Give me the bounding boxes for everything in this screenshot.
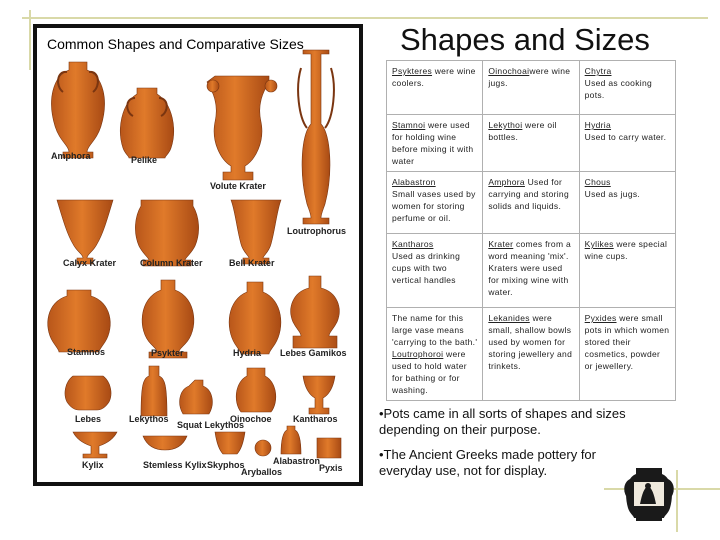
definition-text: were used for holding wine before mixing it with water: [392, 120, 474, 166]
table-cell: [483, 61, 579, 115]
label-kantharos: Kantharos: [293, 414, 338, 424]
label-lebes-gamikos: Lebes Gamikos: [280, 348, 347, 358]
vase-photo: [622, 466, 676, 522]
label-lebes: Lebes: [75, 414, 102, 424]
aryballos-shape: [255, 440, 271, 456]
label-psykter: Psykter: [151, 348, 184, 358]
definition-text: Used as cooking pots.: [584, 78, 652, 100]
skyphos-shape: [215, 432, 245, 454]
table-row: [387, 115, 676, 172]
term-stamnoi: Stamnoi: [392, 120, 426, 130]
table-cell: [579, 61, 675, 115]
term-oinochoai: Oinochoai: [488, 66, 530, 76]
oinochoe-shape: [236, 368, 276, 412]
term-amphora: Amphora: [488, 177, 525, 187]
definition-text: Used for carrying and storing solids and liquids.: [488, 177, 569, 211]
pelike-shape: [120, 88, 173, 158]
definition-text: Used as jugs.: [584, 189, 641, 199]
page-title: Shapes and Sizes: [400, 22, 650, 57]
label-loutrophorus: Loutrophorus: [287, 226, 346, 236]
table-cell: [483, 308, 579, 401]
definition-text: Small vases used by women for storing perfume or oil.: [392, 189, 476, 223]
label-hydria: Hydria: [233, 348, 262, 358]
definition-text: were special wine cups.: [584, 239, 668, 261]
table-cell: [387, 308, 483, 401]
definition-text: were wine jugs.: [488, 66, 571, 88]
lekythos-shape: [141, 366, 167, 416]
term-alabastron: Alabastron: [392, 177, 436, 187]
label-oinochoe: Oinochoe: [230, 414, 272, 424]
decorative-left-line: [29, 10, 31, 70]
lebes-shape: [65, 376, 111, 410]
definition-text: were wine coolers.: [392, 66, 476, 88]
pyxis-shape: [317, 438, 341, 458]
label-bell-krater: Bell Krater: [229, 258, 275, 268]
table-row: [387, 172, 676, 234]
label-column-krater: Column Krater: [140, 258, 203, 268]
bullet-point-2: •The Ancient Greeks made pottery for everyday use, not for display.: [379, 447, 596, 478]
table-cell: [387, 172, 483, 234]
amphora-shape: [51, 62, 104, 158]
table-cell: [483, 172, 579, 234]
calyx-krater-shape: [57, 200, 113, 264]
term-kylikes: Kylikes: [584, 239, 614, 249]
table-cell: [579, 308, 675, 401]
label-kylix: Kylix: [82, 460, 104, 470]
table-cell: [579, 115, 675, 172]
term-psykteres: Psykteres: [392, 66, 433, 76]
term-krater: Krater: [488, 239, 514, 249]
label-skyphos: Skyphos: [207, 460, 245, 470]
column-krater-shape: [135, 200, 198, 266]
table-cell: [579, 234, 675, 308]
kantharos-shape: [303, 376, 335, 414]
label-calyx-krater: Calyx Krater: [63, 258, 117, 268]
vessel-definitions-table: [386, 60, 676, 401]
label-volute-krater: Volute Krater: [210, 181, 266, 191]
definition-text: Used to carry water.: [584, 132, 667, 142]
definition-text: were oil bottles.: [488, 120, 557, 142]
term-chous: Chous: [584, 177, 611, 187]
stamnos-shape: [48, 290, 111, 352]
table-row: [387, 234, 676, 308]
table-row: [387, 61, 676, 115]
vessel-shapes-panel: [33, 24, 363, 486]
label-stemless-kylix: Stemless Kylix: [143, 460, 207, 470]
lebes-gamikos-shape: [291, 276, 340, 348]
label-stamnos: Stamnos: [67, 347, 106, 357]
definition-text: were small pots in which women stored their cosmetics, powder or jewellery.: [584, 313, 670, 371]
volute-krater-shape: [207, 76, 277, 180]
bell-krater-shape: [231, 200, 281, 264]
table-cell: [387, 234, 483, 308]
psykter-shape: [142, 280, 194, 358]
loutrophorus-shape: [298, 50, 334, 224]
definition-text: were small, shallow bowls used by women for storing jewellery and trinkets.: [488, 313, 573, 371]
label-pyxis: Pyxis: [319, 463, 343, 473]
decorative-right-line: [676, 470, 678, 532]
vessel-illustration: [37, 28, 359, 482]
kylix-shape: [73, 432, 117, 458]
term-chytra: Chytra: [584, 66, 612, 76]
label-amphora: Amphora: [51, 151, 91, 161]
term-kantharos: Kantharos: [392, 239, 434, 249]
bullet-point-1: •Pots came in all sorts of shapes and sizes depending on their purpose.: [379, 406, 626, 437]
squat-lekythos-shape: [180, 380, 213, 414]
stemless-kylix-shape: [143, 436, 187, 450]
label-pelike: Pelike: [131, 155, 158, 165]
panel-title: Common Shapes and Comparative Sizes: [47, 36, 304, 52]
label-lekythos: Lekythos: [129, 414, 169, 424]
hydria-shape: [229, 282, 281, 354]
decorative-top-line: [22, 17, 708, 19]
label-aryballos: Aryballos: [241, 467, 283, 477]
term-lekythoi: Lekythoi: [488, 120, 523, 130]
term-lekanides: Lekanides: [488, 313, 530, 323]
term-pyxides: Pyxides: [584, 313, 617, 323]
label-squat-lekythos: Squat Lekythos: [177, 420, 245, 430]
table-cell: [483, 115, 579, 172]
definition-text: Used as drinking cups with two vertical handles: [392, 251, 461, 285]
term-hydria: Hydria: [584, 120, 612, 130]
definition-text: comes from a word meaning 'mix'. Kraters were used for mixing wine with water.: [488, 239, 572, 297]
table-cell: [483, 234, 579, 308]
table-row: [387, 308, 676, 401]
table-cell: [387, 115, 483, 172]
table-cell: [387, 61, 483, 115]
label-alabastron: Alabastron: [273, 456, 321, 466]
alabastron-shape: [281, 426, 301, 454]
term-loutrophoroi: Loutrophoroi: [392, 349, 444, 359]
definition-text: were used to hold water for bathing or for washing.: [392, 349, 467, 395]
table-cell: [579, 172, 675, 234]
definition-text: The name for this large vase means 'carrying to the bath.': [392, 313, 478, 347]
